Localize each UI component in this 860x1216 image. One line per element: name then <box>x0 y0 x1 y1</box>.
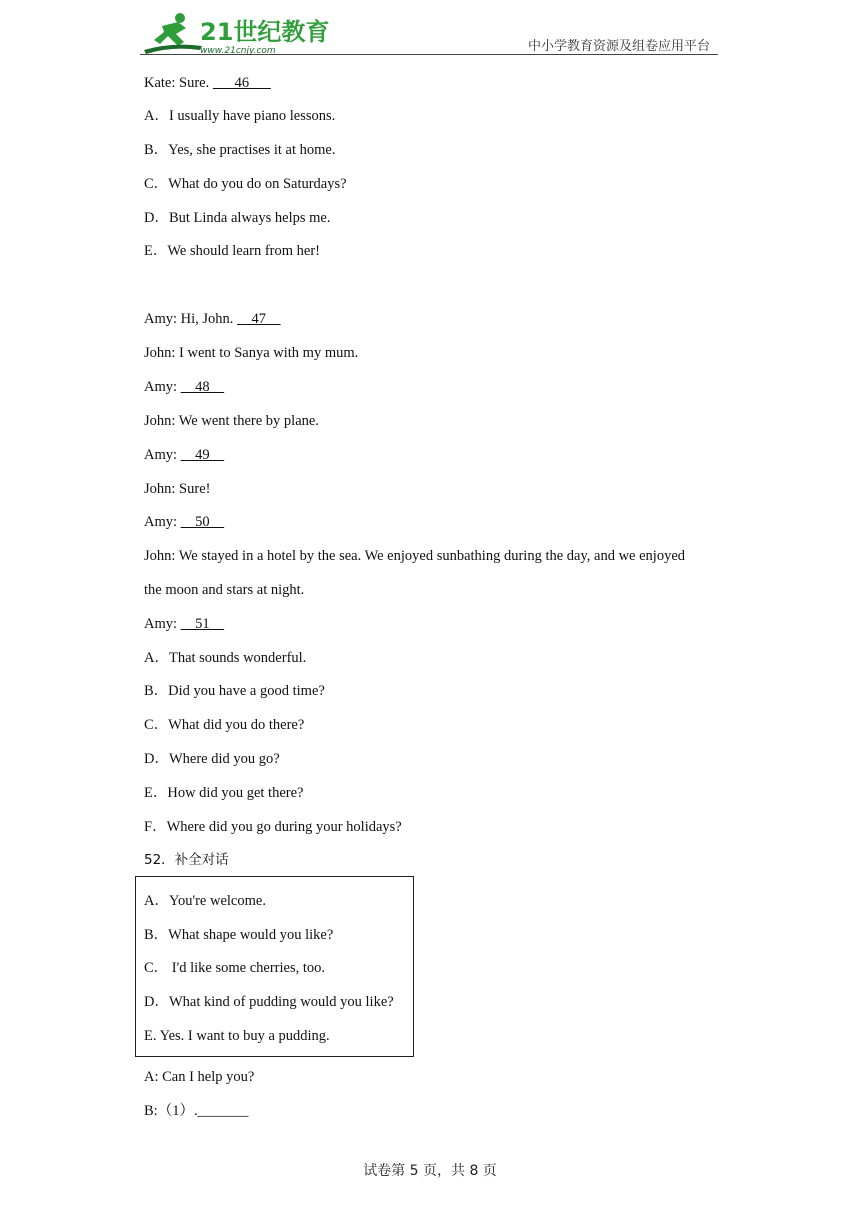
dialogue-line <box>144 310 281 328</box>
option-item: C．What do you do on Saturdays? <box>144 176 347 192</box>
dialogue-line <box>144 446 224 464</box>
answer-blank-50: 50 <box>180 514 225 530</box>
dialogue-text: B:（1）. <box>144 1103 198 1119</box>
dialogue-text: Amy: <box>144 616 181 632</box>
dialogue-text: Amy: <box>144 447 181 463</box>
answer-blank-47: 47 <box>237 311 281 327</box>
dialogue-line <box>144 513 224 531</box>
box-option-item: C． I'd like some cherries, too. <box>144 960 326 976</box>
option-item: D．But Linda always helps me. <box>144 210 331 226</box>
dialogue-line-kate <box>144 74 271 92</box>
box-option-item: A．You're welcome. <box>144 893 266 909</box>
box-option-item: B．What shape would you like? <box>144 927 334 943</box>
page-footer: 试卷第 5 页，共 8 页 <box>363 1163 497 1179</box>
dialogue-line: John: We stayed in a hotel by the sea. We enjoyed sunbathing during the day, and we enjoyed <box>144 548 686 564</box>
answer-blank-48: 48 <box>180 379 225 395</box>
dialogue-line <box>144 378 224 396</box>
logo-icon <box>142 12 330 56</box>
header-divider <box>140 54 718 55</box>
option-item: D．Where did you go? <box>144 751 280 767</box>
dialogue-line <box>144 615 224 633</box>
speaker-text: Kate: Sure. <box>144 75 213 91</box>
answer-blank-1: _______ <box>197 1103 249 1119</box>
answer-blank-51: 51 <box>180 616 225 632</box>
box-option-item: D．What kind of pudding would you like? <box>144 994 394 1010</box>
dialogue-text: Amy: <box>144 379 181 395</box>
answer-blank-46: 46 <box>212 75 271 91</box>
option-item: B．Yes, she practises it at home. <box>144 142 336 158</box>
dialogue-line: the moon and stars at night. <box>144 582 305 598</box>
option-item: E．We should learn from her! <box>144 243 320 259</box>
option-item: A．I usually have piano lessons. <box>144 108 336 124</box>
dialogue-text: Amy: <box>144 514 181 530</box>
dialogue-line <box>144 1102 248 1120</box>
dialogue-line: John: Sure! <box>144 481 211 497</box>
logo-main-text: 21世纪教育 <box>200 18 330 46</box>
option-item: C．What did you do there? <box>144 717 305 733</box>
option-item: F．Where did you go during your holidays? <box>144 819 402 835</box>
page-header <box>140 8 718 56</box>
option-item: E．How did you get there? <box>144 785 304 801</box>
dialogue-line: John: I went to Sanya with my mum. <box>144 345 359 361</box>
answer-blank-49: 49 <box>180 447 225 463</box>
dialogue-text: Amy: Hi, John. <box>144 311 238 327</box>
platform-name: 中小学教育资源及组卷应用平台 <box>527 39 710 54</box>
dialogue-line: John: We went there by plane. <box>144 413 319 429</box>
logo-url-text: www.21cnjy.com <box>200 46 276 56</box>
question-title: 52．补全对话 <box>144 852 229 868</box>
box-option-item: E. Yes. I want to buy a pudding. <box>144 1028 330 1044</box>
dialogue-line: A: Can I help you? <box>144 1069 255 1085</box>
option-item: B．Did you have a good time? <box>144 683 325 699</box>
option-item: A．That sounds wonderful. <box>144 650 307 666</box>
